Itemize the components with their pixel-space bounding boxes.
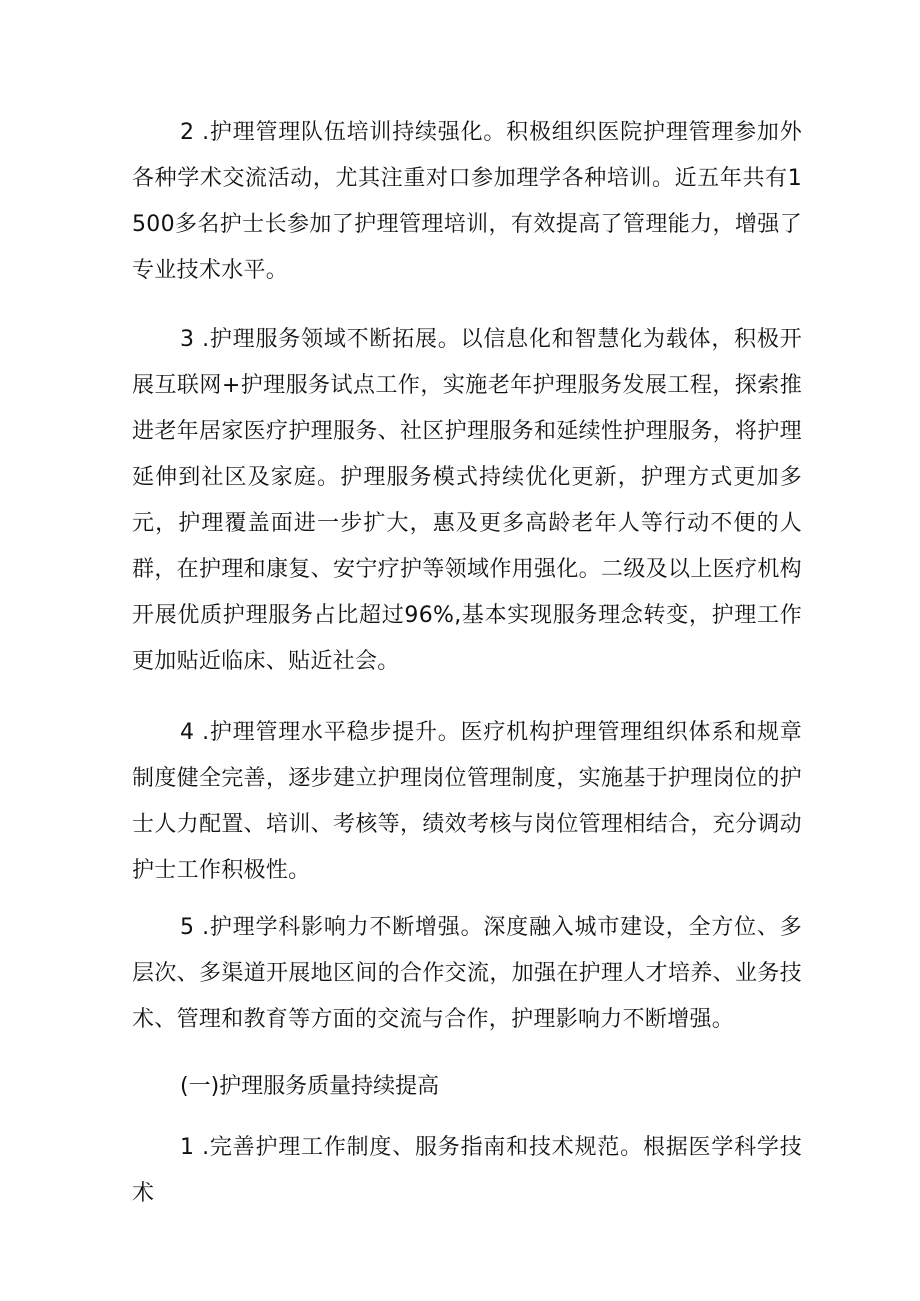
paragraph-nursing-management-level: 4 .护理管理水平稳步提升。医疗机构护理管理组织体系和规章制度健全完善，逐步建立护理岗位管理制度，实施基于护理岗位的护士人力配置、培训、考核等，绩效考核与岗位管理相结合，充分调动护士工作积极性。 (132, 720, 802, 883)
paragraph-nursing-discipline-influence: 5 .护理学科影响力不断增强。深度融入城市建设，全方位、多层次、多渠道开展地区间的合作交流，加强在护理人才培养、业务技术、管理和教育等方面的交流与合作，护理影响力不断增强。 (132, 915, 802, 1032)
section-heading: (一)护理服务质量持续提高 (180, 1074, 440, 1099)
paragraph-improve-nursing-system: 1 .完善护理工作制度、服务指南和技术规范。根据医学科学技术 (132, 1135, 802, 1206)
paragraph-nursing-service-expansion: 3 .护理服务领域不断拓展。以信息化和智慧化为载体，积极开展互联网+护理服务试点工作，实施老年护理服务发展工程，探索推进老年居家医疗护理服务、社区护理服务和延续性护理服务，将护理延伸到社区及家庭。护理服务模式持续优化更新，护理方式更加多元，护理覆盖面进一步扩大，惠及更多高龄老年人等行动不便的人群，在护理和康复、安宁疗护等领域作用强化。二级及以上医疗机构开展优质护理服务占比超过96%,基本实现服务理念转变，护理工作更加贴近临床、贴近社会。 (132, 327, 802, 674)
paragraph-nursing-management-training: 2 .护理管理队伍培训持续强化。积极组织医院护理管理参加外各种学术交流活动，尤其注重对口参加理学各种培训。近五年共有1500多名护士长参加了护理管理培训，有效提高了管理能力，增强了专业技术水平。 (132, 120, 802, 283)
